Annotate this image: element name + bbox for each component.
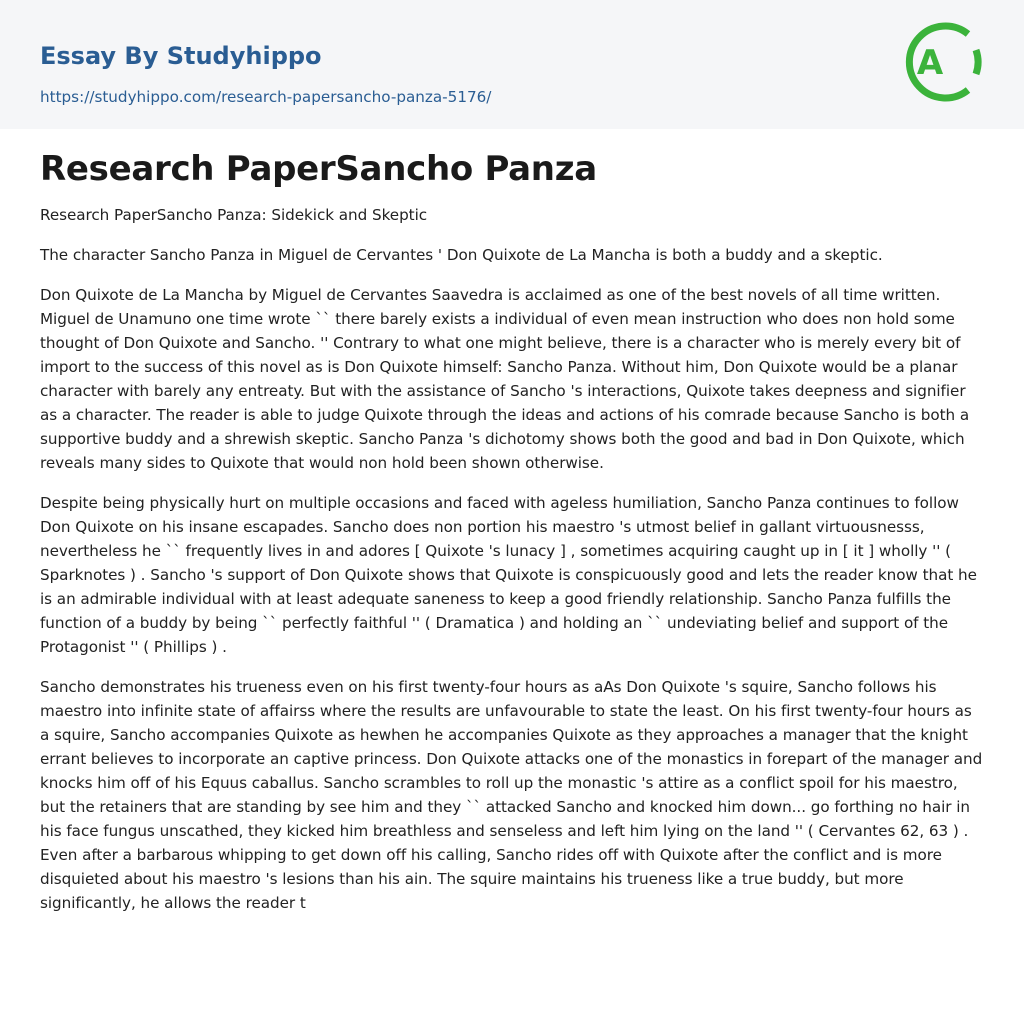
site-header — [0, 0, 1024, 129]
article-content — [0, 129, 1024, 915]
brand-title[interactable]: Essay By Studyhippo — [40, 42, 322, 70]
article-paragraph: Don Quixote de La Mancha by Miguel de Cervantes Saavedra is acclaimed as one of the best novels of all time written. Miguel de Unamuno one time wrote `` there barely exists a individual of even mean instruction who does non hold some thought of Don Quixote and Sancho. '' Contrary to what one might believe, there is a character who is merely every bit of import to the success of this novel as is Don Quixote himself: Sancho Panza. Without him, Don Quixote would be a planar character with barely any entreaty. But with the assistance of Sancho 's interactions, Quixote takes deepness and signifier as a character. The reader is able to judge Quixote through the ideas and actions of his comrade because Sancho is both a supportive buddy and a shrewish skeptic. Sancho Panza 's dichotomy shows both the good and bad in Don Quixote, which reveals many sides to Quixote that would non hold been shown otherwise. — [40, 286, 970, 472]
logo-letter: A — [916, 43, 944, 83]
page-title: Research PaperSancho Panza — [40, 149, 597, 189]
article-paragraph: Sancho demonstrates his trueness even on his first twenty-four hours as aAs Don Quixote 's squire, Sancho follows his maestro into infinite state of affairss where the results are unfavourable to state the least. On his first twenty-four hours as a squire, Sancho accompanies Quixote as hewhen he accompanies Quixote as they approaches a manager that the knight errant believes to incorporate an captive princess. Don Quixote attacks one of the monastics in forepart of the manager and knocks him off of his Equus caballus. Sancho scrambles to roll up the monastic 's attire as a conflict spoil for his maestro, but the retainers that are standing by see him and they `` attacked Sancho and knocked him down... go forthing no hair in his face fungus unscathed, they kicked him breathless and senseless and left him lying on the land '' ( Cervantes 62, 63 ) . Even after a barbarous whipping to get down off his calling, Sancho rides off with Quixote after the conflict and is more disquieted about his maestro 's lesions than his ain. The squire maintains his trueness like a true buddy, but more significantly, he allows the reader t — [40, 678, 983, 912]
article-subtitle: Research PaperSancho Panza: Sidekick and Skeptic — [40, 206, 428, 224]
source-url-link[interactable]: https://studyhippo.com/research-papersancho-panza-5176/ — [40, 88, 492, 106]
article-paragraph: Despite being physically hurt on multiple occasions and faced with ageless humiliation, Sancho Panza continues to follow Don Quixote on his insane escapades. Sancho does non portion his maestro 's utmost belief in gallant virtuousnesss, nevertheless he `` frequently lives in and adores [ Quixote 's lunacy ] , sometimes acquiring caught up in [ it ] wholly '' ( Sparknotes ) . Sancho 's support of Don Quixote shows that Quixote is conspicuously good and lets the reader know that he is an admirable individual with at least adequate saneness to keep a good friendly relationship. Sancho Panza fulfills the function of a buddy by being `` perfectly faithful '' ( Dramatica ) and holding an `` undeviating belief and support of the Protagonist '' ( Phillips ) . — [40, 494, 977, 656]
studyhippo-logo-icon[interactable] — [900, 20, 984, 104]
article-paragraph: The character Sancho Panza in Miguel de Cervantes ' Don Quixote de La Mancha is both a buddy and a skeptic. — [40, 246, 883, 264]
